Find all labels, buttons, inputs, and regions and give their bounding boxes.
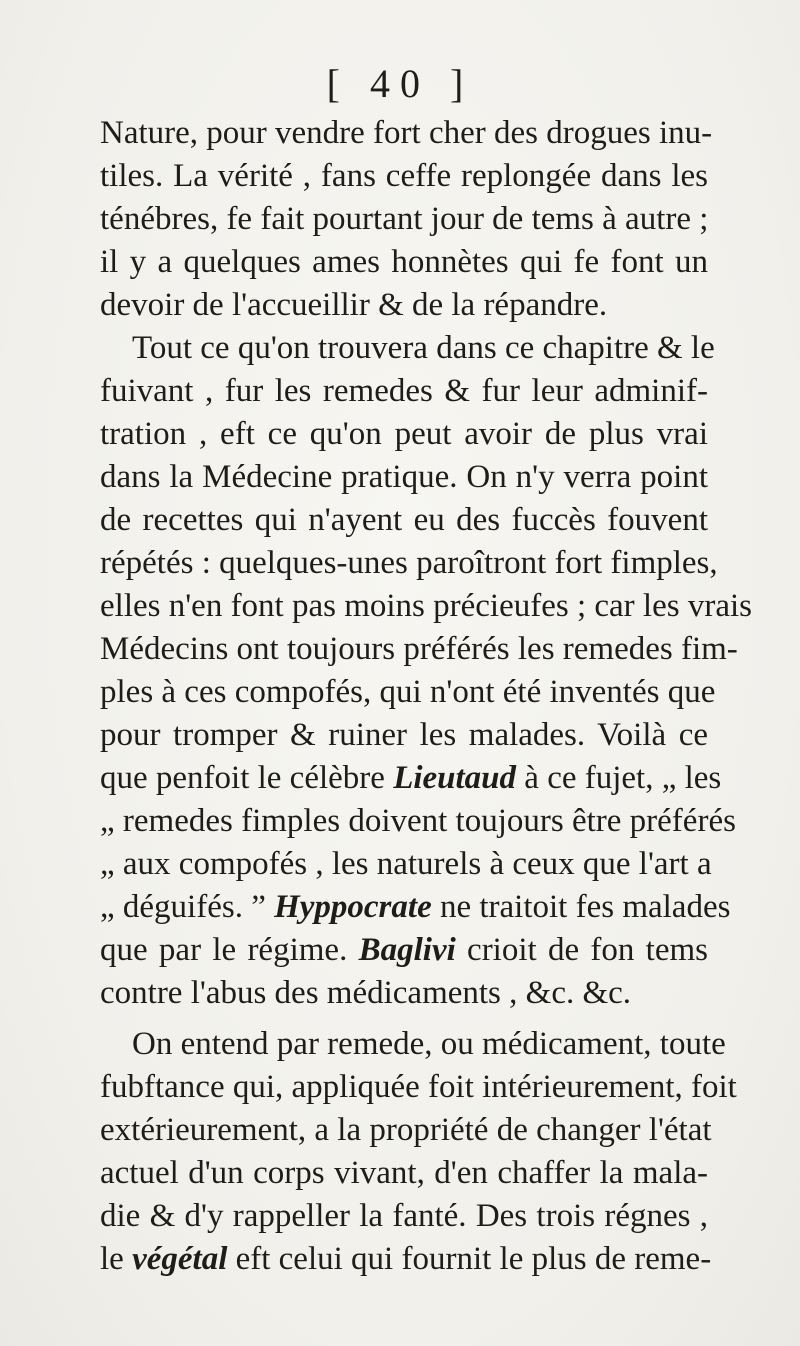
text-line: „ aux compofés , les naturels à ceux que l'art a <box>100 846 712 882</box>
text-line: répétés : quelques-unes paroîtront fort fimples, <box>100 545 718 581</box>
text-fragment: à ce fujet, „ les <box>516 760 722 796</box>
text-line: il y a quelques ames honnètes qui fe font un <box>100 244 708 280</box>
text-line: Nature, pour vendre fort cher des drogues inu- <box>100 115 713 151</box>
text-fragment: ne traitoit fes malades <box>431 889 731 925</box>
text-line: actuel d'un corps vivant, d'en chaffer la mala- <box>100 1155 708 1191</box>
text-line: tiles. La vérité , fans ceffe replongée dans les <box>100 158 708 194</box>
text-line: die & d'y rappeller la fanté. Des trois régnes , <box>100 1198 708 1234</box>
text-line: On entend par remede, ou médicament, toute <box>132 1026 726 1062</box>
text-fragment: „ déguifés. ” <box>100 889 266 925</box>
term-vegetal: végétal <box>132 1241 228 1277</box>
text-line: fubftance qui, appliquée foit intérieurement, foit <box>100 1069 737 1105</box>
text-line: Tout ce qu'on trouvera dans ce chapitre & le <box>132 330 715 366</box>
author-name-baglivi: Baglivi <box>358 932 456 968</box>
text-line <box>100 757 722 800</box>
text-line <box>100 886 731 929</box>
text-line: contre l'abus des médicaments , &c. &c. <box>100 975 632 1011</box>
text-line: ples à ces compofés, qui n'ont été inventés que <box>100 674 716 710</box>
text-fragment: que penfoit le célèbre <box>100 760 394 796</box>
text-fragment: le <box>100 1241 133 1277</box>
author-name-hyppocrate: Hyppocrate <box>274 889 432 925</box>
text-line: fuivant , fur les remedes & fur leur adminif- <box>100 373 708 409</box>
text-line: „ remedes fimples doivent toujours être préférés <box>100 803 736 839</box>
text-line: extérieurement, a la propriété de changer l'état <box>100 1112 712 1148</box>
text-line: pour tromper & ruiner les malades. Voilà ce <box>100 717 708 753</box>
text-line: dans la Médecine pratique. On n'y verra point <box>100 459 708 495</box>
text-line <box>100 1238 712 1281</box>
text-line: devoir de l'accueillir & de la répandre. <box>100 287 608 323</box>
text-line: de recettes qui n'ayent eu des fuccès fouvent <box>100 502 708 538</box>
author-name-lieutaud: Lieutaud <box>393 760 517 796</box>
text-fragment: eft celui qui fournit le plus de reme- <box>227 1241 712 1277</box>
text-fragment: crioit de fon tems <box>455 932 708 968</box>
text-line: ténébres, fe fait pourtant jour de tems à autre ; <box>100 201 709 237</box>
text-line: Médecins ont toujours préférés les remedes fim- <box>100 631 738 667</box>
text-fragment: que par le régime. <box>100 932 348 968</box>
text-line <box>100 929 708 972</box>
text-line: elles n'en font pas moins précieufes ; car les vrais <box>100 588 752 624</box>
page-number: [ 40 ] <box>326 61 474 106</box>
body-text <box>100 112 752 1281</box>
text-line: tration , eft ce qu'on peut avoir de plus vrai <box>100 416 708 452</box>
